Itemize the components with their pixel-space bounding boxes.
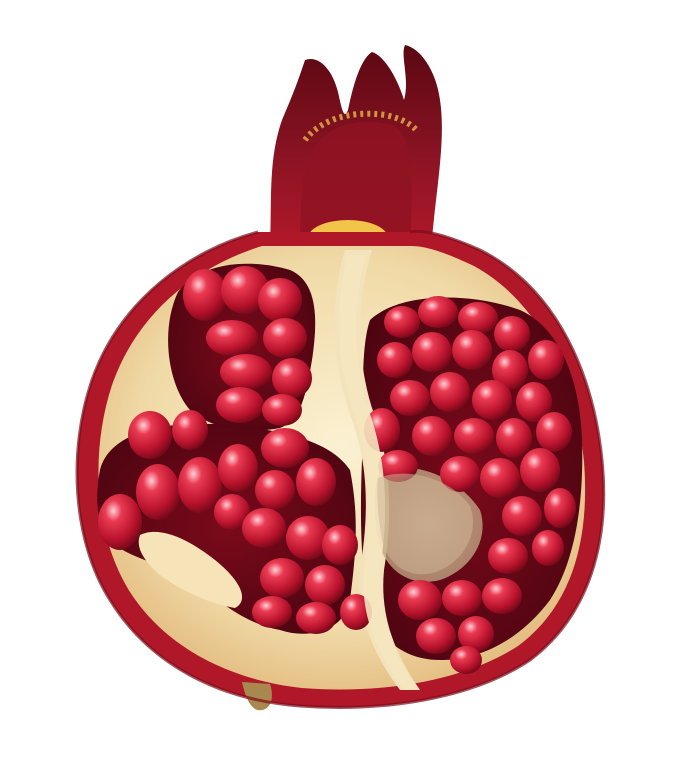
aril [412, 332, 452, 372]
aril [296, 602, 336, 634]
aril [442, 580, 482, 616]
aril [305, 565, 345, 605]
aril [488, 538, 528, 574]
aril [416, 618, 456, 654]
aril [220, 354, 272, 390]
aril [384, 306, 420, 338]
aril [260, 558, 304, 598]
aril [128, 411, 172, 459]
aril [532, 530, 564, 566]
aril [454, 418, 494, 454]
aril [398, 580, 442, 620]
aril [528, 340, 564, 380]
aril [178, 457, 222, 513]
aril [206, 320, 258, 356]
aril [482, 578, 522, 614]
aril [218, 444, 258, 492]
aril [520, 448, 560, 492]
aril [183, 269, 227, 321]
aril [377, 342, 413, 378]
aril [255, 470, 295, 510]
aril [136, 464, 180, 520]
aril [472, 380, 512, 420]
aril [242, 508, 286, 548]
aril [216, 387, 264, 423]
aril [390, 380, 430, 416]
aril [418, 296, 458, 328]
aril [98, 494, 142, 550]
aril [430, 372, 470, 412]
aril [480, 458, 520, 498]
aril [412, 416, 452, 456]
aril [263, 318, 307, 358]
aril [544, 488, 576, 528]
aril [172, 410, 208, 450]
aril [452, 330, 492, 370]
aril [262, 394, 302, 426]
aril [496, 418, 532, 458]
aril [458, 302, 498, 334]
aril [450, 646, 482, 674]
aril [252, 596, 292, 628]
aril [258, 278, 302, 322]
crown [270, 45, 442, 256]
aril [536, 412, 572, 452]
aril [296, 458, 336, 506]
aril [502, 496, 542, 536]
aril [322, 525, 358, 565]
aril [261, 428, 309, 468]
aril [272, 358, 312, 398]
aril [494, 316, 530, 352]
